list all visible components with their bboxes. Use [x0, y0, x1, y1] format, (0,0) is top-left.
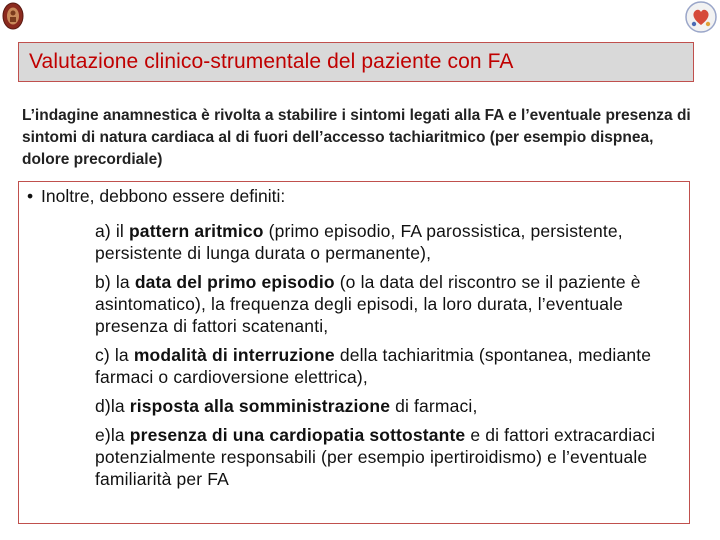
item-bold-text: pattern aritmico	[128, 221, 264, 241]
item-text: e)la	[95, 425, 130, 445]
slide-title: Valutazione clinico-strumentale del paziente con FA	[29, 50, 514, 73]
item-text: b) la	[95, 272, 135, 292]
item-text: (o la data del riscontro se il paziente è asintomatico), la frequenza degli episodi, la loro durata, l’eventuale presenza di fattori scatenanti,	[95, 272, 641, 336]
item-text: e di fattori extracardiaci potenzialmente responsabili (per esempio ipertiroidismo) e l’eventuale familiarità per FA	[95, 425, 656, 489]
bullet-line	[27, 186, 285, 207]
intro-paragraph: L’indagine anamnestica è rivolta a stabilire i sintomi legati alla FA e l’eventuale presenza di sintomi di natura cardiaca al di fuori dell’accesso tachiaritmico (per esempio dispnea, dolore precordiale)	[22, 107, 691, 168]
bullet-dot-icon: •	[27, 186, 34, 206]
item-text: c) la	[95, 345, 134, 365]
slide-title-box	[18, 42, 694, 82]
list-item	[95, 344, 685, 388]
item-bold-text: modalità di interruzione	[133, 345, 335, 365]
list-item	[95, 395, 685, 417]
list-item	[95, 424, 685, 490]
bullet-text: Inoltre, debbono essere definiti:	[41, 186, 286, 206]
content-box	[18, 181, 690, 524]
item-text: (primo episodio, FA parossistica, persistente, persistente di lunga durata o permanente),	[95, 221, 623, 263]
item-text: a) il	[95, 221, 129, 241]
item-text: d)la	[95, 396, 130, 416]
items-list	[95, 220, 685, 497]
list-item	[95, 271, 685, 337]
university-seal-icon	[2, 2, 24, 30]
item-bold-text: data del primo episodio	[134, 272, 335, 292]
item-bold-text: risposta alla somministrazione	[129, 396, 391, 416]
item-bold-text: presenza di una cardiopatia sottostante	[129, 425, 466, 445]
item-text: di farmaci,	[390, 396, 478, 416]
item-text: della tachiaritmia (spontanea, mediante farmaci o cardioversione elettrica),	[95, 345, 652, 387]
heart-emblem-icon	[684, 0, 718, 34]
list-item	[95, 220, 685, 264]
